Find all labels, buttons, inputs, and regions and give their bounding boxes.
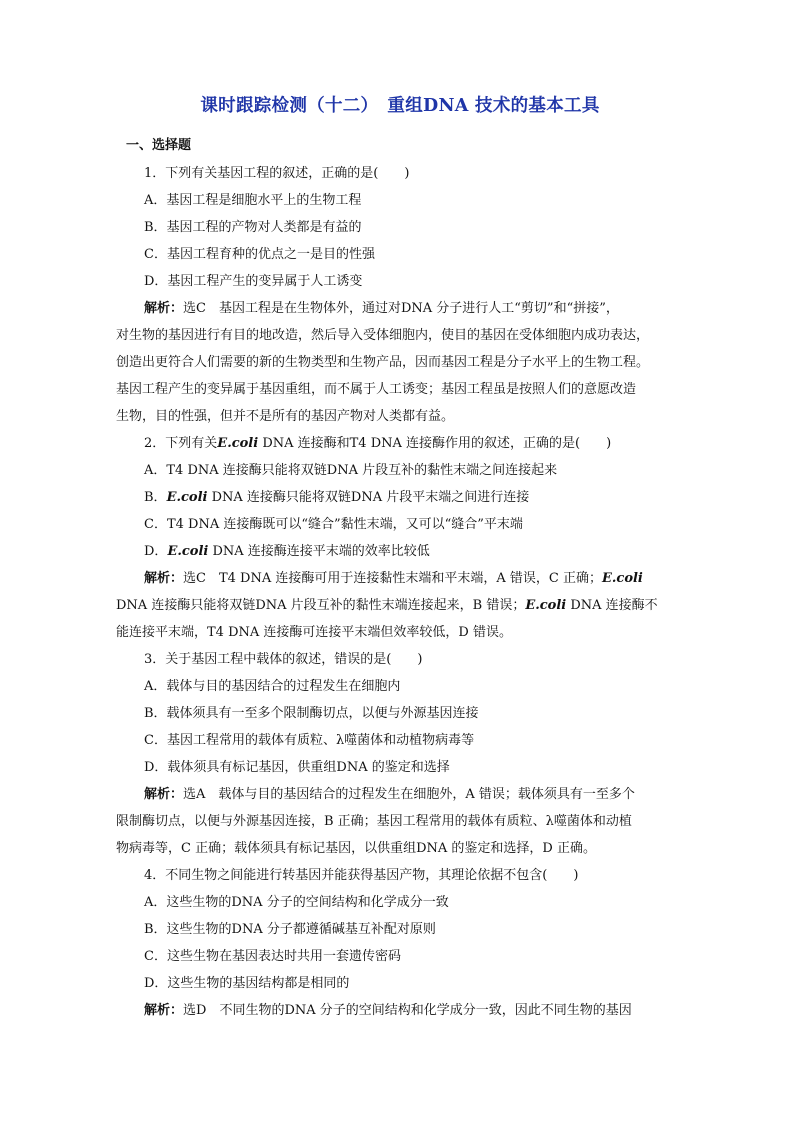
explanation-line: 对生物的基因进行有目的地改造，然后导入受体细胞内，使目的基因在受体细胞内成功表达， [116, 328, 650, 343]
page-title: 课时跟踪检测（十二） 重组DNA 技术的基本工具 [200, 96, 600, 116]
explanation-line: 限制酶切点，以便与外源基因连接，B 正确；基因工程常用的载体有质粒、λ噬菌体和动植 [116, 814, 632, 829]
explanation-line: 解析：选D 不同生物的DNA 分子的空间结构和化学成分一致，因此不同生物的基因 [144, 1003, 632, 1018]
section-heading: 一、选择题 [126, 138, 192, 153]
option-c: C．基因工程育种的优点之一是目的性强 [144, 247, 375, 262]
question-stem: 3．关于基因工程中载体的叙述，错误的是( ) [144, 652, 423, 667]
option-c: C．T4 DNA 连接酶既可以“缝合”黏性末端，又可以“缝合”平末端 [144, 517, 523, 532]
question-stem: 1．下列有关基因工程的叙述，正确的是( ) [144, 166, 410, 181]
option-a: A．T4 DNA 连接酶只能将双链DNA 片段互补的黏性末端之间连接起来 [144, 463, 558, 478]
option-a: A．载体与目的基因结合的过程发生在细胞内 [144, 679, 401, 694]
ecoli-term: E.coli [167, 544, 209, 559]
explanation-line: 解析：选C T4 DNA 连接酶可用于连接黏性末端和平末端，A 错误，C 正确；E.coli [144, 571, 643, 586]
explanation-line: 能连接平末端，T4 DNA 连接酶可连接平末端但效率较低，D 错误。 [116, 625, 512, 640]
option-d: D．这些生物的基因结构都是相同的 [144, 976, 350, 991]
explanation-label: 解析： [144, 787, 184, 802]
question-stem: 2．下列有关E.coli DNA 连接酶和T4 DNA 连接酶作用的叙述，正确的是( ) [144, 436, 612, 451]
explanation-line: 解析：选A 载体与目的基因结合的过程发生在细胞外，A 错误；载体须具有一至多个 [144, 787, 635, 802]
ecoli-term: E.coli [601, 571, 643, 586]
option-d: D．载体须具有标记基因，供重组DNA 的鉴定和选择 [144, 760, 450, 775]
ecoli-term: E.coli [217, 436, 259, 451]
option-b: B．E.coli DNA 连接酶只能将双链DNA 片段平末端之间进行连接 [144, 490, 530, 505]
ecoli-term: E.coli [166, 490, 208, 505]
question-3 [116, 646, 684, 862]
question-1 [116, 160, 684, 430]
ecoli-term: E.coli [525, 598, 567, 613]
question-stem: 4．不同生物之间能进行转基因并能获得基因产物，其理论依据不包含( ) [144, 868, 579, 883]
explanation-line: 创造出更符合人们需要的新的生物类型和生物产品，因而基因工程是分子水平上的生物工程。 [116, 355, 650, 370]
question-2 [116, 430, 684, 646]
option-d: D．基因工程产生的变异属于人工诱变 [144, 274, 363, 289]
explanation-label: 解析： [144, 1003, 184, 1018]
explanation-line: 解析：选C 基因工程是在生物体外，通过对DNA 分子进行人工“剪切”和“拼接”， [144, 301, 619, 316]
explanation-line: DNA 连接酶只能将双链DNA 片段互补的黏性末端连接起来，B 错误；E.coli DNA 连接酶不 [116, 598, 658, 613]
option-a: A．基因工程是细胞水平上的生物工程 [144, 193, 362, 208]
explanation-line: 基因工程产生的变异属于基因重组，而不属于人工诱变；基因工程虽是按照人们的意愿改造 [116, 382, 637, 397]
option-b: B．载体须具有一至多个限制酶切点，以便与外源基因连接 [144, 706, 479, 721]
explanation-label: 解析： [144, 301, 184, 316]
option-b: B．基因工程的产物对人类都是有益的 [144, 220, 362, 235]
option-d: D．E.coli DNA 连接酶连接平末端的效率比较低 [144, 544, 430, 559]
option-b: B．这些生物的DNA 分子都遵循碱基互补配对原则 [144, 922, 436, 937]
explanation-line: 生物，目的性强，但并不是所有的基因产物对人类都有益。 [116, 409, 455, 424]
explanation-line: 物病毒等，C 正确；载体须具有标记基因，以供重组DNA 的鉴定和选择，D 正确。 [116, 841, 596, 856]
explanation-label: 解析： [144, 571, 184, 586]
question-4 [116, 862, 684, 1024]
option-c: C．基因工程常用的载体有质粒、λ噬菌体和动植物病毒等 [144, 733, 475, 748]
option-c: C．这些生物在基因表达时共用一套遗传密码 [144, 949, 401, 964]
option-a: A．这些生物的DNA 分子的空间结构和化学成分一致 [144, 895, 449, 910]
